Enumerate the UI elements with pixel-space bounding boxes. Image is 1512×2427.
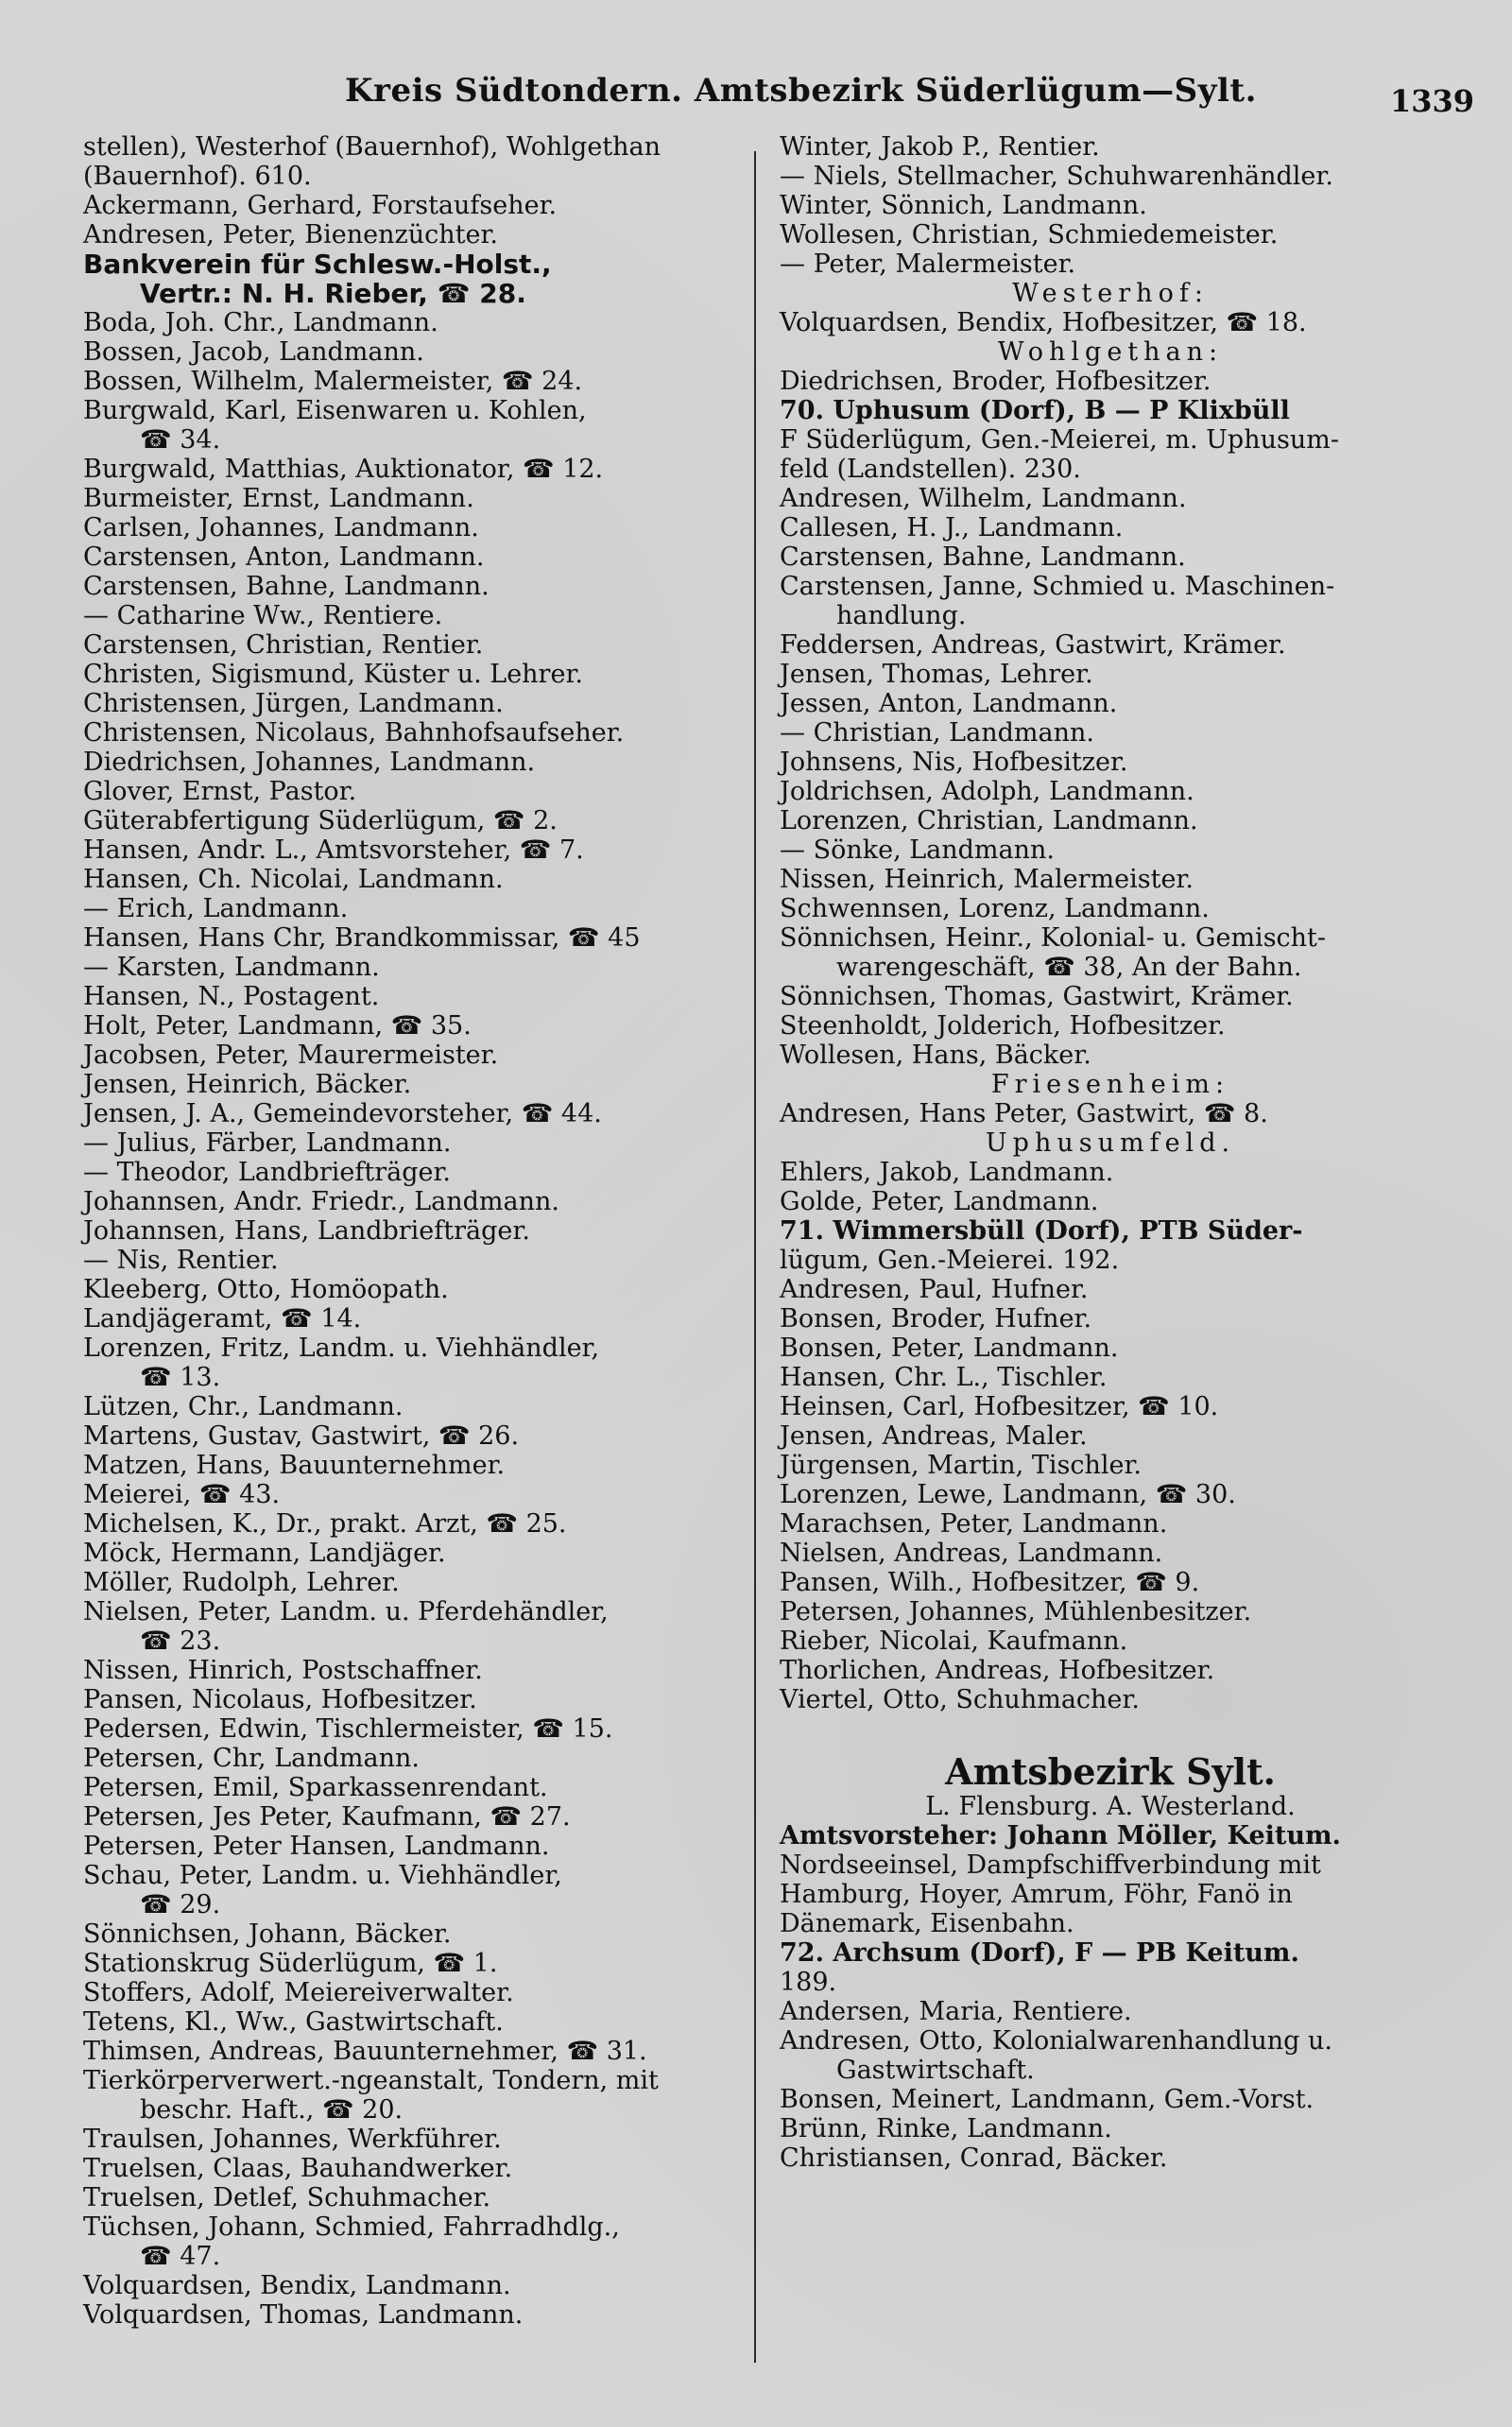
directory-entry: Tüchsen, Johann, Schmied, Fahrradhdlg., bbox=[83, 2212, 620, 2242]
directory-entry: Holt, Peter, Landmann, ☎ 35. bbox=[83, 1011, 472, 1041]
directory-entry: Tetens, Kl., Ww., Gastwirtschaft. bbox=[83, 2007, 504, 2037]
directory-entry: Golde, Peter, Landmann. bbox=[780, 1187, 1099, 1216]
directory-entry: Kleeberg, Otto, Homöopath. bbox=[83, 1275, 449, 1304]
directory-entry: Stationskrug Süderlügum, ☎ 1. bbox=[83, 1949, 498, 1978]
directory-entry: Hansen, Chr. L., Tischler. bbox=[780, 1363, 1108, 1392]
directory-entry: stellen), Westerhof (Bauernhof), Wohlgethan bbox=[83, 132, 662, 162]
directory-entry: Diedrichsen, Johannes, Landmann. bbox=[83, 748, 536, 777]
directory-entry: Lützen, Chr., Landmann. bbox=[83, 1392, 404, 1421]
directory-entry: — Peter, Malermeister. bbox=[780, 250, 1076, 279]
directory-entry: Schwennsen, Lorenz, Landmann. bbox=[780, 894, 1210, 923]
directory-entry: Thorlichen, Andreas, Hofbesitzer. bbox=[780, 1656, 1215, 1685]
directory-entry: — Catharine Ww., Rentiere. bbox=[83, 601, 443, 630]
directory-entry: Amtsbezirk Sylt. bbox=[945, 1750, 1276, 1793]
directory-entry: ☎ 34. bbox=[140, 425, 221, 455]
directory-entry: Callesen, H. J., Landmann. bbox=[780, 513, 1124, 542]
directory-entry: Traulsen, Johannes, Werkführer. bbox=[83, 2125, 502, 2154]
directory-entry: Bonsen, Broder, Hufner. bbox=[780, 1304, 1092, 1334]
directory-entry: Nielsen, Peter, Landm. u. Pferdehändler, bbox=[83, 1597, 609, 1627]
page-header bbox=[0, 55, 1512, 121]
left-column bbox=[83, 132, 745, 2330]
directory-entry: Truelsen, Claas, Bauhandwerker. bbox=[83, 2154, 513, 2183]
directory-entry: Lorenzen, Lewe, Landmann, ☎ 30. bbox=[780, 1480, 1236, 1509]
directory-entry: Bonsen, Peter, Landmann. bbox=[780, 1334, 1119, 1363]
directory-entry: Nissen, Heinrich, Malermeister. bbox=[780, 865, 1194, 894]
directory-entry: ☎ 13. bbox=[140, 1363, 221, 1392]
directory-entry: Güterabfertigung Süderlügum, ☎ 2. bbox=[83, 806, 558, 835]
directory-entry: Burgwald, Karl, Eisenwaren u. Kohlen, bbox=[83, 396, 587, 425]
directory-entry: Sönnichsen, Thomas, Gastwirt, Krämer. bbox=[780, 982, 1294, 1011]
directory-entry: Petersen, Peter Hansen, Landmann. bbox=[83, 1832, 550, 1861]
directory-entry: Johannsen, Hans, Landbriefträger. bbox=[83, 1216, 530, 1246]
directory-entry: — Sönke, Landmann. bbox=[780, 835, 1055, 865]
directory-entry: Winter, Jakob P., Rentier. bbox=[780, 132, 1100, 162]
directory-entry: Friesenheim: bbox=[990, 1070, 1230, 1099]
directory-entry: — Theodor, Landbriefträger. bbox=[83, 1158, 451, 1187]
directory-entry: Vertr.: N. H. Rieber, ☎ 28. bbox=[140, 278, 526, 309]
directory-entry: Amtsvorsteher: Johann Möller, Keitum. bbox=[780, 1821, 1341, 1850]
directory-entry: Petersen, Jes Peter, Kaufmann, ☎ 27. bbox=[83, 1802, 571, 1832]
directory-entry: Marachsen, Peter, Landmann. bbox=[780, 1509, 1168, 1539]
directory-entry: Wollesen, Hans, Bäcker. bbox=[780, 1041, 1091, 1070]
directory-entry: Joldrichsen, Adolph, Landmann. bbox=[780, 777, 1194, 806]
directory-entry: Burmeister, Ernst, Landmann. bbox=[83, 484, 474, 513]
directory-entry: Sönnichsen, Johann, Bäcker. bbox=[83, 1919, 452, 1949]
directory-entry: Meierei, ☎ 43. bbox=[83, 1480, 281, 1509]
directory-entry: Jürgensen, Martin, Tischler. bbox=[780, 1451, 1142, 1480]
directory-entry: ☎ 29. bbox=[140, 1890, 221, 1919]
directory-entry: Tierkörperverwert.-ngeanstalt, Tondern, mit bbox=[83, 2066, 659, 2095]
directory-entry: Carstensen, Christian, Rentier. bbox=[83, 630, 484, 660]
directory-entry: Lorenzen, Fritz, Landm. u. Viehhändler, bbox=[83, 1334, 600, 1363]
directory-entry: Steenholdt, Jolderich, Hofbesitzer. bbox=[780, 1011, 1226, 1041]
directory-entry: Petersen, Johannes, Mühlenbesitzer. bbox=[780, 1597, 1252, 1627]
directory-entry: 71. Wimmersbüll (Dorf), PTB Süder- bbox=[780, 1216, 1303, 1246]
directory-entry: Wollesen, Christian, Schmiedemeister. bbox=[780, 220, 1279, 250]
directory-entry: — Nis, Rentier. bbox=[83, 1246, 279, 1275]
directory-entry: Volquardsen, Bendix, Landmann. bbox=[83, 2271, 511, 2300]
directory-entry: Heinsen, Carl, Hofbesitzer, ☎ 10. bbox=[780, 1392, 1219, 1421]
directory-entry: Truelsen, Detlef, Schuhmacher. bbox=[83, 2183, 491, 2212]
directory-entry: Andresen, Wilhelm, Landmann. bbox=[780, 484, 1187, 513]
directory-entry: Johnsens, Nis, Hofbesitzer. bbox=[780, 748, 1128, 777]
directory-entry: Winter, Sönnich, Landmann. bbox=[780, 191, 1147, 220]
directory-entry: — Erich, Landmann. bbox=[83, 894, 349, 923]
directory-entry: Lorenzen, Christian, Landmann. bbox=[780, 806, 1198, 835]
directory-entry: Carstensen, Bahne, Landmann. bbox=[780, 542, 1186, 572]
directory-entry: L. Flensburg. A. Westerland. bbox=[925, 1792, 1296, 1821]
directory-entry: lügum, Gen.-Meierei. 192. bbox=[780, 1246, 1120, 1275]
directory-entry: Thimsen, Andreas, Bauunternehmer, ☎ 31. bbox=[83, 2037, 647, 2066]
directory-entry: Nissen, Hinrich, Postschaffner. bbox=[83, 1656, 483, 1685]
directory-entry: Michelsen, K., Dr., prakt. Arzt, ☎ 25. bbox=[83, 1509, 567, 1539]
directory-entry: — Karsten, Landmann. bbox=[83, 953, 380, 982]
directory-entry: Glover, Ernst, Pastor. bbox=[83, 777, 357, 806]
directory-entry: Andresen, Paul, Hufner. bbox=[780, 1275, 1089, 1304]
directory-entry: Andresen, Hans Peter, Gastwirt, ☎ 8. bbox=[780, 1099, 1268, 1128]
directory-entry: Christen, Sigismund, Küster u. Lehrer. bbox=[83, 660, 583, 689]
directory-entry: Stoffers, Adolf, Meiereiverwalter. bbox=[83, 1978, 514, 2007]
directory-entry: Jessen, Anton, Landmann. bbox=[780, 689, 1118, 718]
directory-entry: Wohlgethan: bbox=[997, 337, 1224, 367]
page-number: 1339 bbox=[1389, 83, 1474, 119]
directory-entry: Pansen, Wilh., Hofbesitzer, ☎ 9. bbox=[780, 1568, 1200, 1597]
column-divider bbox=[754, 151, 756, 2363]
directory-entry: Brünn, Rinke, Landmann. bbox=[780, 2114, 1112, 2143]
directory-entry: Feddersen, Andreas, Gastwirt, Krämer. bbox=[780, 630, 1286, 660]
directory-entry: — Christian, Landmann. bbox=[780, 718, 1094, 748]
directory-entry: Nielsen, Andreas, Landmann. bbox=[780, 1539, 1163, 1568]
directory-entry: Ehlers, Jakob, Landmann. bbox=[780, 1158, 1114, 1187]
directory-entry: Jensen, Andreas, Maler. bbox=[780, 1421, 1088, 1451]
directory-entry: ☎ 23. bbox=[140, 1627, 221, 1656]
directory-entry: ☎ 47. bbox=[140, 2242, 221, 2271]
directory-entry: Uphusumfeld. bbox=[985, 1128, 1236, 1158]
directory-entry: Jensen, Heinrich, Bäcker. bbox=[83, 1070, 412, 1099]
directory-entry: Hamburg, Hoyer, Amrum, Föhr, Fanö in bbox=[780, 1880, 1293, 1909]
directory-entry: Christensen, Jürgen, Landmann. bbox=[83, 689, 504, 718]
directory-entry: Boda, Joh. Chr., Landmann. bbox=[83, 308, 438, 337]
directory-entry: Diedrichsen, Broder, Hofbesitzer. bbox=[780, 367, 1211, 396]
directory-entry: 72. Archsum (Dorf), F — PB Keitum. bbox=[780, 1938, 1299, 1968]
directory-entry: — Julius, Färber, Landmann. bbox=[83, 1128, 452, 1158]
directory-entry: Bonsen, Meinert, Landmann, Gem.-Vorst. bbox=[780, 2085, 1314, 2114]
directory-entry: feld (Landstellen). 230. bbox=[780, 455, 1081, 484]
directory-entry: Möller, Rudolph, Lehrer. bbox=[83, 1568, 400, 1597]
directory-entry: Gastwirtschaft. bbox=[836, 2056, 1035, 2085]
directory-entry: Martens, Gustav, Gastwirt, ☎ 26. bbox=[83, 1421, 520, 1451]
directory-entry: 189. bbox=[780, 1968, 837, 1997]
directory-entry: Dänemark, Eisenbahn. bbox=[780, 1909, 1074, 1938]
directory-entry: Volquardsen, Bendix, Hofbesitzer, ☎ 18. bbox=[780, 308, 1307, 337]
directory-entry: Andersen, Maria, Rentiere. bbox=[780, 1997, 1132, 2026]
directory-entry: — Niels, Stellmacher, Schuhwarenhändler. bbox=[780, 162, 1333, 191]
directory-entry: Ackermann, Gerhard, Forstaufseher. bbox=[83, 191, 558, 220]
directory-entry: Pansen, Nicolaus, Hofbesitzer. bbox=[83, 1685, 477, 1714]
directory-entry: Andresen, Otto, Kolonialwarenhandlung u. bbox=[780, 2026, 1332, 2056]
directory-entry: Hansen, Hans Chr, Brandkommissar, ☎ 45 bbox=[83, 923, 641, 953]
directory-entry: Petersen, Emil, Sparkassenrendant. bbox=[83, 1773, 548, 1802]
directory-entry: Volquardsen, Thomas, Landmann. bbox=[83, 2300, 524, 2330]
directory-entry: Jacobsen, Peter, Maurermeister. bbox=[83, 1041, 499, 1070]
directory-entry: Carlsen, Johannes, Landmann. bbox=[83, 513, 479, 542]
directory-entry: Carstensen, Janne, Schmied u. Maschinen- bbox=[780, 572, 1335, 601]
directory-entry: Burgwald, Matthias, Auktionator, ☎ 12. bbox=[83, 455, 604, 484]
directory-entry: Möck, Hermann, Landjäger. bbox=[83, 1539, 446, 1568]
directory-entry: Christensen, Nicolaus, Bahnhofsaufseher. bbox=[83, 718, 625, 748]
directory-entry: Hansen, Ch. Nicolai, Landmann. bbox=[83, 865, 504, 894]
directory-entry: Rieber, Nicolai, Kaufmann. bbox=[780, 1627, 1128, 1656]
page-title: Kreis Südtondern. Amtsbezirk Süderlügum—Sylt. bbox=[345, 72, 1257, 110]
right-column bbox=[780, 132, 1441, 2173]
directory-entry: Westerhof: bbox=[1012, 279, 1209, 308]
directory-entry: Hansen, N., Postagent. bbox=[83, 982, 380, 1011]
directory-entry: F Süderlügum, Gen.-Meierei, m. Uphusum- bbox=[780, 425, 1339, 455]
directory-entry: Jensen, Thomas, Lehrer. bbox=[780, 660, 1093, 689]
directory-entry: Landjägeramt, ☎ 14. bbox=[83, 1304, 362, 1334]
directory-entry: Pedersen, Edwin, Tischlermeister, ☎ 15. bbox=[83, 1714, 613, 1744]
directory-entry: Bossen, Wilhelm, Malermeister, ☎ 24. bbox=[83, 367, 583, 396]
directory-entry: Petersen, Chr, Landmann. bbox=[83, 1744, 420, 1773]
directory-entry: Johannsen, Andr. Friedr., Landmann. bbox=[83, 1187, 559, 1216]
directory-entry: Bankverein für Schlesw.-Holst., bbox=[83, 249, 552, 280]
directory-entry: Bossen, Jacob, Landmann. bbox=[83, 337, 424, 367]
directory-entry: Schau, Peter, Landm. u. Viehhändler, bbox=[83, 1861, 562, 1890]
directory-entry: Viertel, Otto, Schuhmacher. bbox=[780, 1685, 1140, 1714]
directory-entry: Christiansen, Conrad, Bäcker. bbox=[780, 2143, 1168, 2173]
directory-entry: Carstensen, Bahne, Landmann. bbox=[83, 572, 490, 601]
directory-entry: Jensen, J. A., Gemeindevorsteher, ☎ 44. bbox=[83, 1099, 602, 1128]
directory-entry: handlung. bbox=[836, 601, 967, 630]
directory-entry: Nordseeinsel, Dampfschiffverbindung mit bbox=[780, 1850, 1321, 1880]
directory-entry: 70. Uphusum (Dorf), B — P Klixbüll bbox=[780, 396, 1290, 425]
directory-entry: Andresen, Peter, Bienenzüchter. bbox=[83, 220, 499, 250]
directory-entry: Carstensen, Anton, Landmann. bbox=[83, 542, 485, 572]
directory-entry: beschr. Haft., ☎ 20. bbox=[140, 2095, 404, 2125]
directory-entry: Matzen, Hans, Bauunternehmer. bbox=[83, 1451, 506, 1480]
directory-entry: Sönnichsen, Heinr., Kolonial- u. Gemischt- bbox=[780, 923, 1327, 953]
directory-entry: Hansen, Andr. L., Amtsvorsteher, ☎ 7. bbox=[83, 835, 584, 865]
directory-entry: (Bauernhof). 610. bbox=[83, 162, 312, 191]
directory-entry: warengeschäft, ☎ 38, An der Bahn. bbox=[836, 953, 1302, 982]
